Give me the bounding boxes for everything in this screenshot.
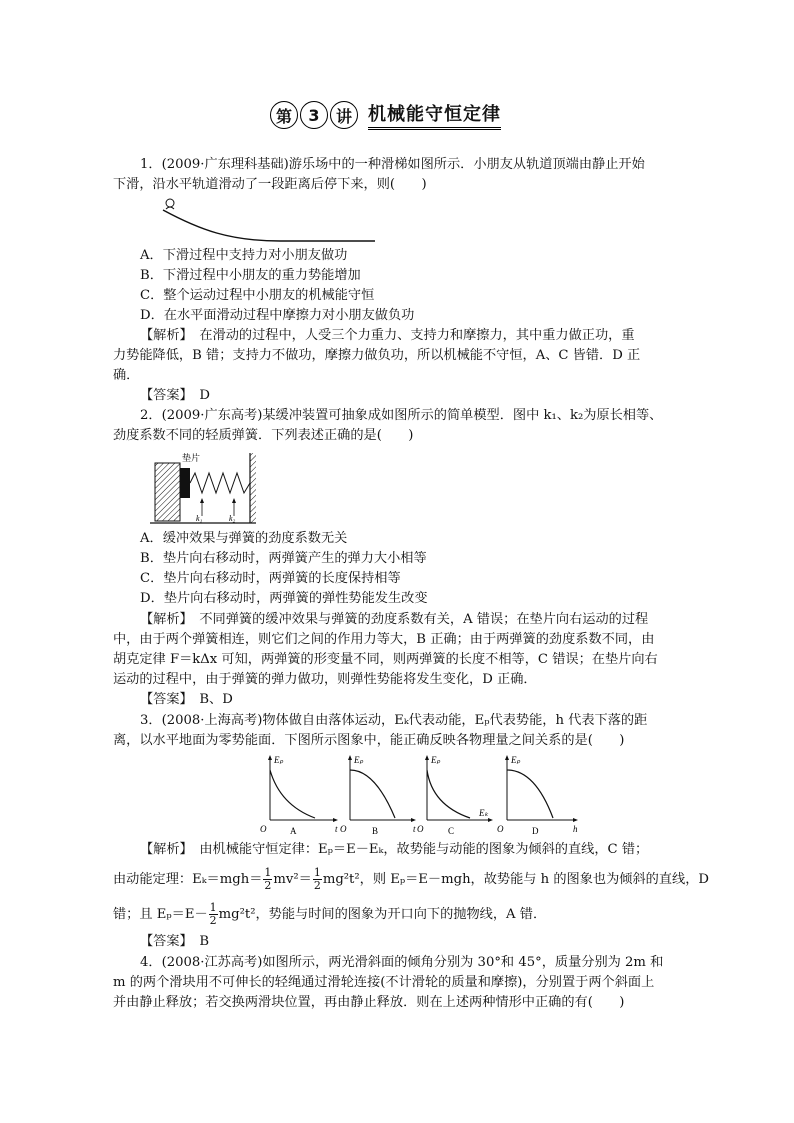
graph-b-origin: O bbox=[340, 824, 347, 834]
k2-label: k₂ bbox=[229, 514, 236, 523]
q3-stem-2: 离，以水平地面为零势能面．下图所示图象中，能正确反映各物理量之间关系的是( ) bbox=[113, 733, 625, 748]
q2-analysis-3: 胡克定律 F＝kΔx 可知，两弹簧的形变量不同，则两弹簧的长度不相等，C 错误；在垫片向右 bbox=[113, 652, 658, 667]
q1-option-d: D．在水平面滑动过程中摩擦力对小朋友做负功 bbox=[140, 308, 415, 323]
answer-label: 【答案】 bbox=[140, 692, 187, 707]
title-topic: 机械能守恒定律 bbox=[368, 100, 501, 130]
q3-analysis-2 bbox=[113, 866, 709, 894]
q3-answer bbox=[140, 932, 209, 952]
slide-figure bbox=[160, 195, 380, 245]
analysis-2a: 由动能定理：Eₖ＝mgh＝ bbox=[113, 872, 263, 887]
fraction-half bbox=[263, 867, 272, 892]
frac-num: 1 bbox=[209, 901, 217, 914]
analysis-text: 在滑动的过程中，人受三个力重力、支持力和摩擦力，其中重力做正功，重 bbox=[186, 328, 635, 343]
graph-a-ylabel: Eₚ bbox=[274, 755, 284, 765]
analysis-2b: mv²＝ bbox=[273, 872, 312, 887]
frac-den: 2 bbox=[313, 879, 321, 892]
page-title bbox=[270, 100, 501, 130]
graph-c-ylabel: Eₚ bbox=[431, 755, 441, 765]
graph-d bbox=[497, 755, 578, 836]
graph-c-origin: O bbox=[417, 824, 424, 834]
analysis-text: 不同弹簧的缓冲效果与弹簧的劲度系数有关，A 错误；在垫片向右运动的过程 bbox=[186, 612, 649, 627]
q2-option-c: C．垫片向右移动时，两弹簧的长度保持相等 bbox=[140, 571, 401, 586]
analysis-3b: mg²t²，势能与时间的图象为开口向下的抛物线，A 错． bbox=[218, 907, 547, 922]
q1-answer bbox=[140, 386, 210, 406]
graph-b-xlabel: t bbox=[413, 824, 416, 834]
answer-value: D bbox=[186, 388, 210, 403]
graph-d-origin: O bbox=[497, 824, 504, 834]
answer-value: B bbox=[186, 934, 210, 949]
frac-den: 2 bbox=[264, 879, 272, 892]
title-di: 第 bbox=[270, 101, 298, 129]
spring-figure bbox=[150, 448, 265, 528]
graph-a-letter: A bbox=[290, 826, 297, 836]
title-number: 3 bbox=[300, 101, 328, 129]
q2-analysis-4: 运动的过程中，由于弹簧的弹力做功，则弹性势能将发生变化，D 正确． bbox=[113, 672, 537, 687]
fraction-half bbox=[209, 902, 218, 927]
graph-c-letter: C bbox=[448, 826, 455, 836]
q2-stem-1: 2．(2009·广东高考)某缓冲装置可抽象成如图所示的简单模型．图中 k₁、k₂为原长相等、 bbox=[140, 408, 663, 423]
q3-analysis-3 bbox=[113, 901, 546, 929]
q1-analysis-2: 力势能降低，B 错；支持力不做功，摩擦力做负功，所以机械能不守恒，A、C 皆错．D 正 bbox=[113, 348, 641, 363]
q1-analysis-1 bbox=[140, 326, 635, 346]
q2-stem-2: 劲度系数不同的轻质弹簧．下列表述正确的是( ) bbox=[113, 428, 414, 443]
frac-num: 1 bbox=[313, 866, 321, 879]
k1-label: k₁ bbox=[196, 514, 203, 523]
analysis-label: 【解析】 bbox=[140, 328, 187, 343]
q4-stem-1: 4．(2008·江苏高考)如图所示，两光滑斜面的倾角分别为 30°和 45°，质量分别为 2m 和 bbox=[140, 955, 664, 970]
graph-a-origin: O bbox=[260, 824, 267, 834]
answer-value: B、D bbox=[186, 692, 233, 707]
answer-label: 【答案】 bbox=[140, 934, 187, 949]
graph-c bbox=[417, 755, 493, 836]
q2-answer bbox=[140, 690, 233, 710]
q4-stem-3: 并由静止释放；若交换两滑块位置，再由静止释放．则在上述两种情形中正确的有( ) bbox=[113, 995, 625, 1010]
q1-stem-1: 1．(2009·广东理科基础)游乐场中的一种滑梯如图所示．小朋友从轨道顶端由静止开始 bbox=[140, 157, 645, 172]
q2-analysis-1 bbox=[140, 610, 648, 630]
q1-option-c: C．整个运动过程中小朋友的机械能守恒 bbox=[140, 288, 375, 303]
q2-analysis-2: 中，由于两个弹簧相连，则它们之间的作用力等大，B 正确；由于两弹簧的劲度系数不同，由 bbox=[113, 632, 655, 647]
graph-d-letter: D bbox=[532, 826, 539, 836]
graph-d-xlabel: h bbox=[573, 824, 578, 834]
frac-num: 1 bbox=[264, 866, 272, 879]
q2-option-b: B．垫片向右移动时，两弹簧产生的弹力大小相等 bbox=[140, 551, 427, 566]
graph-d-ylabel: Eₚ bbox=[511, 755, 521, 765]
frac-den: 2 bbox=[209, 914, 217, 927]
fraction-half bbox=[313, 867, 322, 892]
q2-option-d: D．垫片向右移动时，两弹簧的弹性势能发生改变 bbox=[140, 591, 428, 606]
analysis-label: 【解析】 bbox=[140, 612, 187, 627]
graph-a bbox=[260, 755, 338, 836]
q3-stem-1: 3．(2008·上海高考)物体做自由落体运动，Eₖ代表动能，Eₚ代表势能，h 代表下落的距 bbox=[140, 713, 648, 728]
title-jiang: 讲 bbox=[330, 101, 358, 129]
graph-b-letter: B bbox=[372, 826, 379, 836]
analysis-label: 【解析】 bbox=[140, 842, 187, 857]
q2-option-a: A．缓冲效果与弹簧的劲度系数无关 bbox=[140, 531, 348, 546]
graph-a-xlabel: t bbox=[335, 824, 338, 834]
answer-label: 【答案】 bbox=[140, 388, 187, 403]
energy-graphs-figure bbox=[255, 750, 585, 840]
graph-b-ylabel: Eₚ bbox=[354, 755, 364, 765]
q1-option-a: A．下滑过程中支持力对小朋友做功 bbox=[140, 248, 348, 263]
q3-analysis-1 bbox=[140, 840, 648, 860]
q4-stem-2: m 的两个滑块用不可伸长的轻绳通过滑轮连接(不计滑轮的质量和摩擦)，分别置于两个斜面上 bbox=[113, 975, 655, 990]
pad-label: 垫片 bbox=[182, 453, 201, 463]
analysis-2c: mg²t²，则 Eₚ＝E－mgh，故势能与 h 的图象也为倾斜的直线，D bbox=[322, 872, 710, 887]
graph-b bbox=[340, 755, 416, 836]
q1-option-b: B．下滑过程中小朋友的重力势能增加 bbox=[140, 268, 361, 283]
graph-c-xlabel: Eₖ bbox=[479, 808, 489, 818]
q1-stem-2: 下滑，沿水平轨道滑动了一段距离后停下来，则( ) bbox=[113, 177, 427, 192]
q1-analysis-3: 确． bbox=[113, 368, 140, 383]
analysis-3a: 错；且 Eₚ＝E－ bbox=[113, 907, 208, 922]
analysis-text: 由机械能守恒定律：Eₚ＝E－Eₖ，故势能与动能的图象为倾斜的直线，C 错； bbox=[186, 842, 649, 857]
